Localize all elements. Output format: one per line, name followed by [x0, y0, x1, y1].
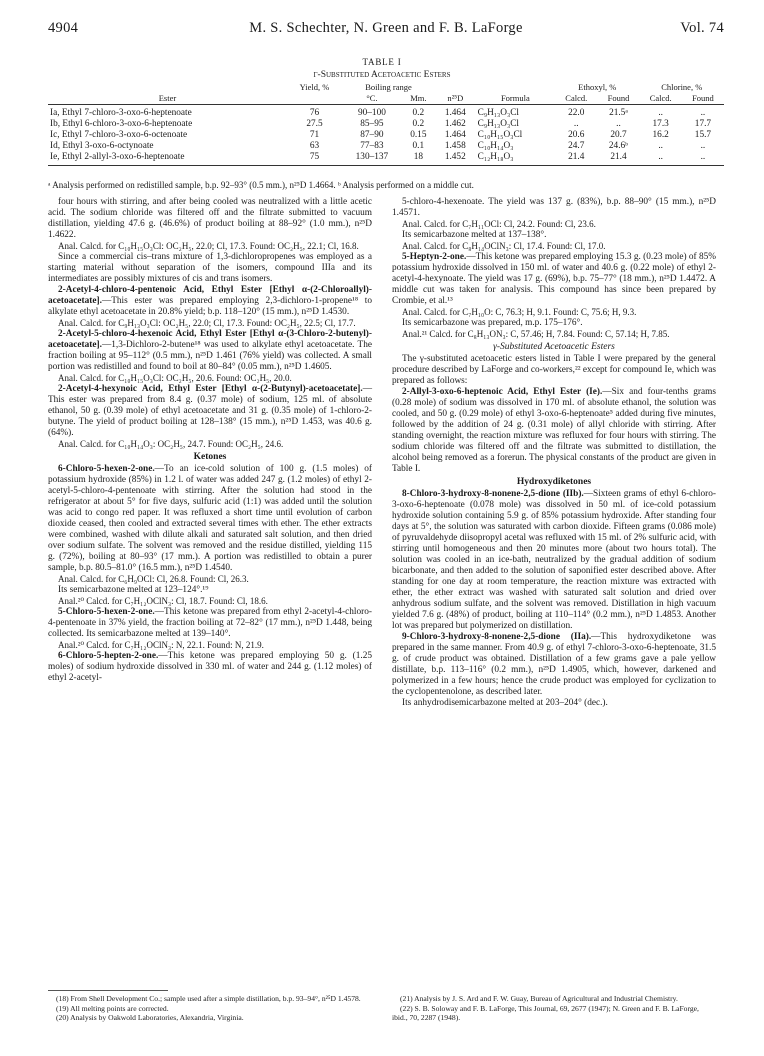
- paragraph-text: —This ketone was prepared employing 15.3 g. (0.23 mole) of 85% potassium hydroxide dissolved in 150 ml. of water and 40.6 g. (0.22 mole) of ethyl 2-acetyl-4-hexynoate. The yield was 17 g. (69%), b.p. 75–77° (18 mm.), n²⁵D 1.4472. A middle cut was taken for analysis. This compound has since been prepared by Crombie, et al.¹³: [392, 252, 716, 306]
- table-caption: γ-Substituted Acetoacetic Esters: [313, 70, 451, 80]
- compound-heading: 6-Chloro-5-hexen-2-one.: [58, 464, 155, 474]
- compound-heading: 2-Acetyl-4-hexynoic Acid, Ethyl Ester [Ethyl α-(2-Butynyl)-acetoacetate].: [58, 384, 363, 394]
- paragraph-text: Anal. Calcd. for C₁₀H₁₅O₃Cl: OC₂H₅, 20.6. Found: OC₂H₅, 20.0.: [58, 373, 292, 383]
- left-text-column: [48, 197, 372, 684]
- table-row: Ic, Ethyl 7-chloro-3-oxo-6-octenoate 71 87–90 0.15 1.464 C₁₀H₁₅O₃Cl 20.6 20.7 16.2 15.7: [50, 130, 712, 140]
- footnotes-left: [48, 994, 372, 1023]
- analysis-line: [48, 439, 372, 450]
- body-paragraph: [48, 252, 372, 285]
- section-heading: Hydroxydiketones: [516, 477, 592, 487]
- body-paragraph: [392, 489, 716, 632]
- paragraph-text: —This ester was prepared from 8.4 g. (0.37 mole) of sodium, 125 ml. of absolute ethanol, 50 g. (0.39 mole) of ethyl acetoacetate and 31 g. (0.35 mole) of 1-chloro-2-butyne. The yield of product boiling at 128–138° (15 mm.), n²⁵D 1.453, was 40.6 g. (64%).: [48, 384, 372, 438]
- footnote: (19) All melting points are corrected.: [56, 1003, 169, 1013]
- paragraph-text: four hours with stirring, and after being cooled was neutralized with a little acetic acid. The sodium chloride was filtered off and the filtrate submitted to vacuum distillation, yielding 47.6 g. (46.6%) of product boiling at 88–92° (1.0 mm.), n²⁵D 1.4622.: [48, 197, 372, 240]
- body-paragraph: [48, 607, 372, 640]
- body-paragraph: [392, 387, 716, 475]
- footnotes-right: [392, 994, 716, 1023]
- analysis-line: [48, 596, 372, 607]
- body-paragraph: [48, 464, 372, 574]
- table-row: Ie, Ethyl 2-allyl-3-oxo-6-heptenoate 75 130–137 18 1.452 C₁₂H₁₈O₃ 21.4 21.4 .. ..: [48, 152, 724, 166]
- paragraph-text: Anal.²⁰ Calcd. for C₇H₁₂OClN₃: Cl, 18.7. Found: Cl, 18.6.: [58, 596, 268, 606]
- table-row: Ia, Ethyl 7-chloro-3-oxo-6-heptenoate 76 90–100 0.2 1.464 C₉H₁₃O₃Cl 22.0 21.5ᵃ .. ..: [50, 108, 706, 118]
- section-heading: Ketones: [193, 452, 227, 462]
- paragraph-text: Anal. Calcd. for C₇H₁₀O: C, 76.3; H, 9.1. Found: C, 75.6; H, 9.3.: [402, 307, 637, 317]
- paragraph-text: —To an ice-cold solution of 100 g. (1.5 moles) of potassium hydroxide (85%) in 1.2 l. of water was added 247 g. (1.2 moles) of ethyl 2-acetyl-5-chloro-4-pentenoate with stirring. After the solution had stood in the refrigerator at about 5° for five days, sulfuric acid (1:1) was added until the solution was acid to congo red paper. It was refluxed a short time until evolution of carbon dioxide ceased, then cooled and extracted several times with ether. The ether extracts were combined, washed with dilute alkali and saturated salt solution, and then dried over sodium sulfate. The solvent was removed and the residue distilled, yielding 115 g. (72%), boiling at 80–93° (17 mm.). A portion was redistilled to obtain a purer sample, b.p. 80.5–81.0° (16.5 mm.), n²⁵D 1.4540.: [48, 464, 372, 573]
- paragraph-text: Its semicarbazone melted at 137–138°.: [402, 230, 547, 240]
- paragraph-text: —Sixteen grams of ethyl 6-chloro-3-oxo-6-heptenoate (0.078 mole) was dissolved in 50 ml. of ice-cold potassium hydroxide solution containing 5.9 g. of 85% potassium hydroxide. After standing four days at 5°, the solution was saturated with carbon dioxide. Fifteen grams (0.086 mole) of pyruvaldehyde diisopropyl acetal was refluxed with 15 ml. of 2% sulfuric acid, with stirring until homogeneous and then 20 minutes more (about two hours total). The solution was cooled in an ice-bath, neutralized by the gradual addition of sodium bicarbonate, and then added to the solution of saponified ester described above. After standing for one day at room temperature, the reaction mixture was extracted with ether, the ether extract was washed with saturated salt solution and dried over anhydrous sodium sulfate, and the solvent was removed. Distillation in high vacuum yielded 7.6 g. (48%) of product, boiling at 110–114° (0.2 mm.), n²⁵D 1.4853. Another lot was prepared but polymerized on distillation.: [392, 489, 716, 631]
- analysis-line: [48, 241, 372, 252]
- col-boiling-header: Boiling range: [365, 82, 412, 92]
- footnote-rule-left: [48, 990, 168, 991]
- analysis-line: [392, 241, 716, 252]
- body-paragraph: [392, 318, 716, 329]
- body-paragraph: [392, 252, 716, 307]
- body-paragraph: [48, 329, 372, 373]
- footnote: (18) From Shell Development Co.; sample used after a simple distillation, b.p. 93–94°, n²⁵D 1.4578.: [56, 994, 361, 1003]
- body-paragraph: [392, 197, 716, 219]
- paragraph-text: Anal. Calcd. for C₆H₉OCl: Cl, 26.8. Found: Cl, 26.3.: [58, 574, 249, 584]
- table-row: Id, Ethyl 3-oxo-6-octynoate 63 77–83 0.1 1.458 C₁₀H₁₄O₃ 24.7 24.6ᵇ .. ..: [50, 141, 706, 151]
- paragraph-text: Anal. Calcd. for C₇H₁₁OCl: Cl, 24.2. Found: Cl, 23.6.: [402, 219, 596, 229]
- paragraph-text: Since a commercial cis–trans mixture of 1,3-dichloropropenes was employed as a starting material without separation of the isomers, compound IIIa and its intermediates are possibly mixtures of cis and trans isomers.: [48, 252, 372, 284]
- table-title: TABLE I: [362, 57, 402, 67]
- paragraph-text: Anal. Calcd. for C₁₀H₁₅O₃Cl: OC₂H₅, 22.0; Cl, 17.3. Found: OC₂H₅, 22.1; Cl, 16.8.: [58, 241, 359, 251]
- body-paragraph: [48, 197, 372, 241]
- paragraph-text: Its semicarbazone melted at 123–124°.¹⁹: [58, 585, 209, 595]
- body-paragraph: [48, 285, 372, 318]
- analysis-line: [392, 307, 716, 318]
- compound-heading: 2-Acetyl-5-chloro-4-hexenoic Acid, Ethyl Ester [Ethyl α-(3-Chloro-2-butenyl)-acetoacetate].: [48, 329, 372, 350]
- compound-heading: 2-Allyl-3-oxo-6-heptenoic Acid, Ethyl Ester (Ie).: [402, 387, 603, 397]
- col-cl-found-header: Found: [682, 93, 724, 105]
- body-paragraph: [392, 632, 716, 698]
- analysis-line: [48, 574, 372, 585]
- body-paragraph: [392, 230, 716, 241]
- paragraph-text: Its semicarbazone was prepared, m.p. 175–176°.: [402, 318, 583, 328]
- body-paragraph: [48, 585, 372, 596]
- col-nd-header: n²⁵D: [435, 93, 476, 105]
- volume-label: Vol. 74: [680, 20, 724, 36]
- footnote: (22) S. B. Soloway and F. B. LaForge, This Journal, 69, 2677 (1947); N. Green and F. B. LaForge, ibid., 70, 2287 (1948).: [392, 1003, 699, 1022]
- compound-heading: 8-Chloro-3-hydroxy-8-nonene-2,5-dione (IIb).: [402, 489, 584, 499]
- body-paragraph: [392, 698, 716, 709]
- paragraph-text: —This hydroxydiketone was prepared in the same manner. From 40.9 g. of ethyl 7-chloro-3-oxo-6-heptenoate, 31.5 g. of crude product was obtained. Distillation of a few grams gave a pale yellow distillate, b.p. 113–116° (0.2 mm.), n²⁵D 1.4905, which, however, darkened and polymerized in a few hours; hence the crude product was employed for cyclization to the cyclopentenolone, as described later.: [392, 632, 716, 697]
- paragraph-text: The γ-substituted acetoacetic esters listed in Table I were prepared by the general procedure described by LaForge and co-workers,²² except for compound Ie, which was prepared as follows:: [392, 354, 716, 386]
- paragraph-text: Its anhydrodisemicarbazone melted at 203–204° (dec.).: [402, 698, 608, 708]
- compound-heading: 9-Chloro-3-hydroxy-8-nonene-2,5-dione (IIa).: [402, 632, 592, 642]
- paragraph-text: Anal. Calcd. for C₁₀H₁₄O₃: OC₂H₅, 24.7. Found: OC₂H₅, 24.6.: [58, 439, 284, 449]
- analysis-line: [48, 373, 372, 384]
- table-row: Ib, Ethyl 6-chloro-3-oxo-6-heptenoate 27.5 85–95 0.2 1.462 C₉H₁₃O₃Cl .. .. 17.3 17.7: [50, 119, 712, 129]
- paragraph-text: —This ketone was prepared from ethyl 2-acetyl-4-chloro-4-pentenoate in 37% yield, the fraction boiling at 72–82° (17 mm.), n²⁵D 1.448, being collected. Its semicarbazone melted at 139–140°.: [48, 607, 372, 639]
- running-authors: M. S. Schechter, N. Green and F. B. LaForge: [249, 20, 523, 36]
- paragraph-text: —Six and four-tenths grams (0.28 mole) of sodium was dissolved in 170 ml. of absolute ethanol, the solution was cooled, and 50 g. (0.29 mole) of ethyl 3-oxo-6-heptenoate⁵ added during five minutes, followed by the addition of 24 g. (0.31 mole) of allyl chloride with stirring. After standing overnight, the reaction mixture was refluxed for four hours with stirring. The sodium chloride was filtered off and the filtrate was submitted to distillation, the alcohol being removed as a forerun. The physical constants of the product are given in Table I.: [392, 387, 716, 474]
- compound-heading: 5-Heptyn-2-one.: [402, 252, 467, 262]
- compound-heading: 5-Chloro-5-hexen-2-one.: [58, 607, 155, 617]
- analysis-line: [48, 640, 372, 651]
- col-ester-header: Ester: [48, 93, 287, 105]
- paragraph-text: 5-chloro-4-hexenoate. The yield was 137 g. (83%), b.p. 88–90° (15 mm.), n²⁵D 1.4571.: [392, 197, 716, 218]
- esters-table: [48, 82, 724, 166]
- analysis-line: [48, 318, 372, 329]
- footnote: (20) Analysis by Oakwold Laboratories, Alexandria, Virginia.: [56, 1013, 244, 1022]
- right-text-column: [392, 197, 716, 709]
- body-paragraph: [392, 354, 716, 387]
- col-eth-found-header: Found: [597, 93, 639, 105]
- paragraph-text: Anal.²¹ Calcd. for C₈H₁₃ON₃: C, 57.46; H, 7.84. Found: C, 57.14; H, 7.85.: [402, 329, 670, 339]
- paragraph-text: —This ester was prepared employing 2,3-dichloro-1-propene¹⁸ to alkylate ethyl acetoacetate in 20.8% yield; b.p. 118–120° (15 mm.), n²⁵D 1.4530.: [48, 296, 372, 317]
- col-cl-calcd-header: Calcd.: [639, 93, 681, 105]
- paragraph-text: Anal. Calcd. for C₈H₁₄OClN₃: Cl, 17.4. Found: Cl, 17.0.: [402, 241, 606, 251]
- col-yield-header: Yield, %: [299, 82, 330, 92]
- paragraph-text: Anal.²⁰ Calcd. for C₇H₁₂OClN₃: N, 22.1. Found: N, 21.9.: [58, 640, 264, 650]
- paragraph-text: —This ketone was prepared employing 50 g. (1.25 moles) of sodium hydroxide dissolved in 330 ml. of water and 244 g. (1.12 moles) of ethyl 2-acetyl-: [48, 651, 372, 683]
- col-eth-calcd-header: Calcd.: [555, 93, 597, 105]
- footnote: (21) Analysis by J. S. Ard and F. W. Guay, Bureau of Agricultural and Industrial Chemistry.: [400, 994, 678, 1003]
- section-heading: γ-Substituted Acetoacetic Esters: [493, 342, 615, 352]
- col-temp-header: °C.: [342, 93, 402, 105]
- compound-heading: 6-Chloro-5-hepten-2-one.: [58, 651, 159, 661]
- analysis-line: [392, 329, 716, 340]
- compound-heading: 2-Acetyl-4-chloro-4-pentenoic Acid, Ethyl Ester [Ethyl α-(2-Chloroallyl)-acetoacetate].: [48, 285, 372, 306]
- col-chlorine-header: Chlorine, %: [661, 82, 703, 92]
- running-header: [48, 20, 724, 40]
- col-ethoxyl-header: Ethoxyl, %: [578, 82, 617, 92]
- col-mm-header: Mm.: [402, 93, 435, 105]
- body-paragraph: [48, 651, 372, 684]
- col-formula-header: Formula: [476, 93, 555, 105]
- paragraph-text: —1,3-Dichloro-2-butene¹⁸ was used to alkylate ethyl acetoacetate. The fraction boiling at 95–112° (0.5 mm.), n²⁵D 1.461 (76% yield) was collected. A small portion was redistilled and found to boil at 80–84° (0.05 mm.), n²⁵D 1.4605.: [48, 340, 372, 372]
- table-footnote: ᵃ Analysis performed on redistilled sample, b.p. 92–93° (0.5 mm.), n²⁵D 1.4664. ᵇ Analysis performed on a middle cut.: [48, 180, 474, 190]
- page-number: 4904: [48, 20, 79, 36]
- analysis-line: [392, 219, 716, 230]
- body-paragraph: [48, 384, 372, 439]
- paragraph-text: Anal. Calcd. for C₉H₁₃O₃Cl: OC₂H₅, 22.0; Cl, 17.3. Found: OC₂H₅, 22.5; Cl, 17.7.: [58, 318, 356, 328]
